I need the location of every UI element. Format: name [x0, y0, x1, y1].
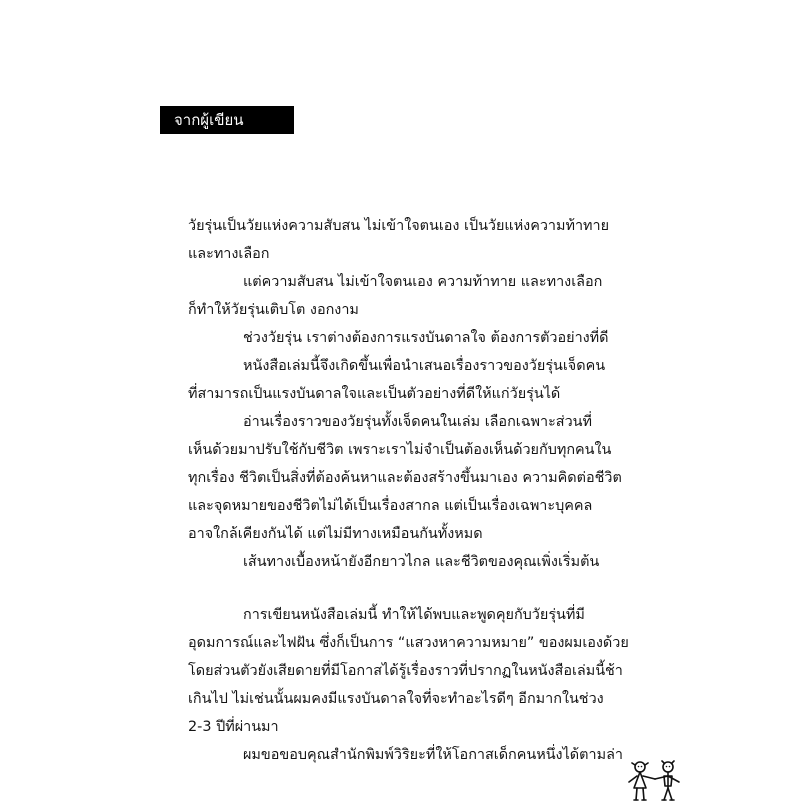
- text-line: ผมขอขอบคุณสำนักพิมพ์วิริยะที่ให้โอกาสเด็กคนหนึ่งได้ตามล่า: [243, 747, 623, 763]
- text-line: โดยส่วนตัวยังเสียดายที่มีโอกาสได้รู้เรื่องราวที่ปรากฏในหนังสือเล่มนี้ช้า: [188, 663, 623, 679]
- text-line: ทุกเรื่อง ชีวิตเป็นสิ่งที่ต้องค้นหาและต้องสร้างขึ้นมาเอง ความคิดต่อชีวิต: [188, 470, 622, 486]
- text-line: หนังสือเล่มนี้จึงเกิดขึ้นเพื่อนำเสนอเรื่องราวของวัยรุ่นเจ็ดคน: [243, 358, 606, 374]
- section-heading: จากผู้เขียน: [160, 106, 294, 134]
- text-line: เส้นทางเบื้องหน้ายังอีกยาวไกล และชีวิตของคุณเพิ่งเริ่มต้น: [243, 554, 600, 570]
- text-line: เห็นด้วยมาปรับใช้กับชีวิต เพราะเราไม่จำเป็นต้องเห็นด้วยกับทุกคนใน: [188, 442, 612, 458]
- text-line: อาจใกล้เคียงกันได้ แต่ไม่มีทางเหมือนกันทั้งหมด: [188, 526, 483, 542]
- text-line: การเขียนหนังสือเล่มนี้ ทำให้ได้พบและพูดคุยกับวัยรุ่นที่มี: [243, 607, 585, 623]
- text-line: ก็ทำให้วัยรุ่นเติบโต งอกงาม: [188, 302, 359, 318]
- text-line: และทางเลือก: [188, 246, 270, 262]
- text-line: วัยรุ่นเป็นวัยแห่งความสับสน ไม่เข้าใจตนเอง เป็นวัยแห่งความท้าทาย: [188, 218, 610, 234]
- text-line: ช่วงวัยรุ่น เราต่างต้องการแรงบันดาลใจ ต้องการตัวอย่างที่ดี: [243, 330, 609, 346]
- text-line: 2-3 ปีที่ผ่านมา: [188, 719, 279, 735]
- children-holding-hands-icon: [624, 760, 686, 804]
- text-line: ที่สามารถเป็นแรงบันดาลใจและเป็นตัวอย่างที่ดีให้แก่วัยรุ่นได้: [188, 386, 561, 402]
- text-line: อ่านเรื่องราวของวัยรุ่นทั้งเจ็ดคนในเล่ม เลือกเฉพาะส่วนที่: [243, 414, 592, 430]
- text-line: แต่ความสับสน ไม่เข้าใจตนเอง ความท้าทาย และทางเลือก: [243, 274, 603, 290]
- text-line: เกินไป ไม่เช่นนั้นผมคงมีแรงบันดาลใจที่จะทำอะไรดีๆ อีกมากในช่วง: [188, 691, 604, 707]
- text-line: อุดมการณ์และไฟฝัน ซึ่งก็เป็นการ “แสวงหาความหมาย” ของผมเองด้วย: [188, 635, 629, 651]
- text-line: และจุดหมายของชีวิตไม่ได้เป็นเรื่องสากล แต่เป็นเรื่องเฉพาะบุคคล: [188, 498, 593, 514]
